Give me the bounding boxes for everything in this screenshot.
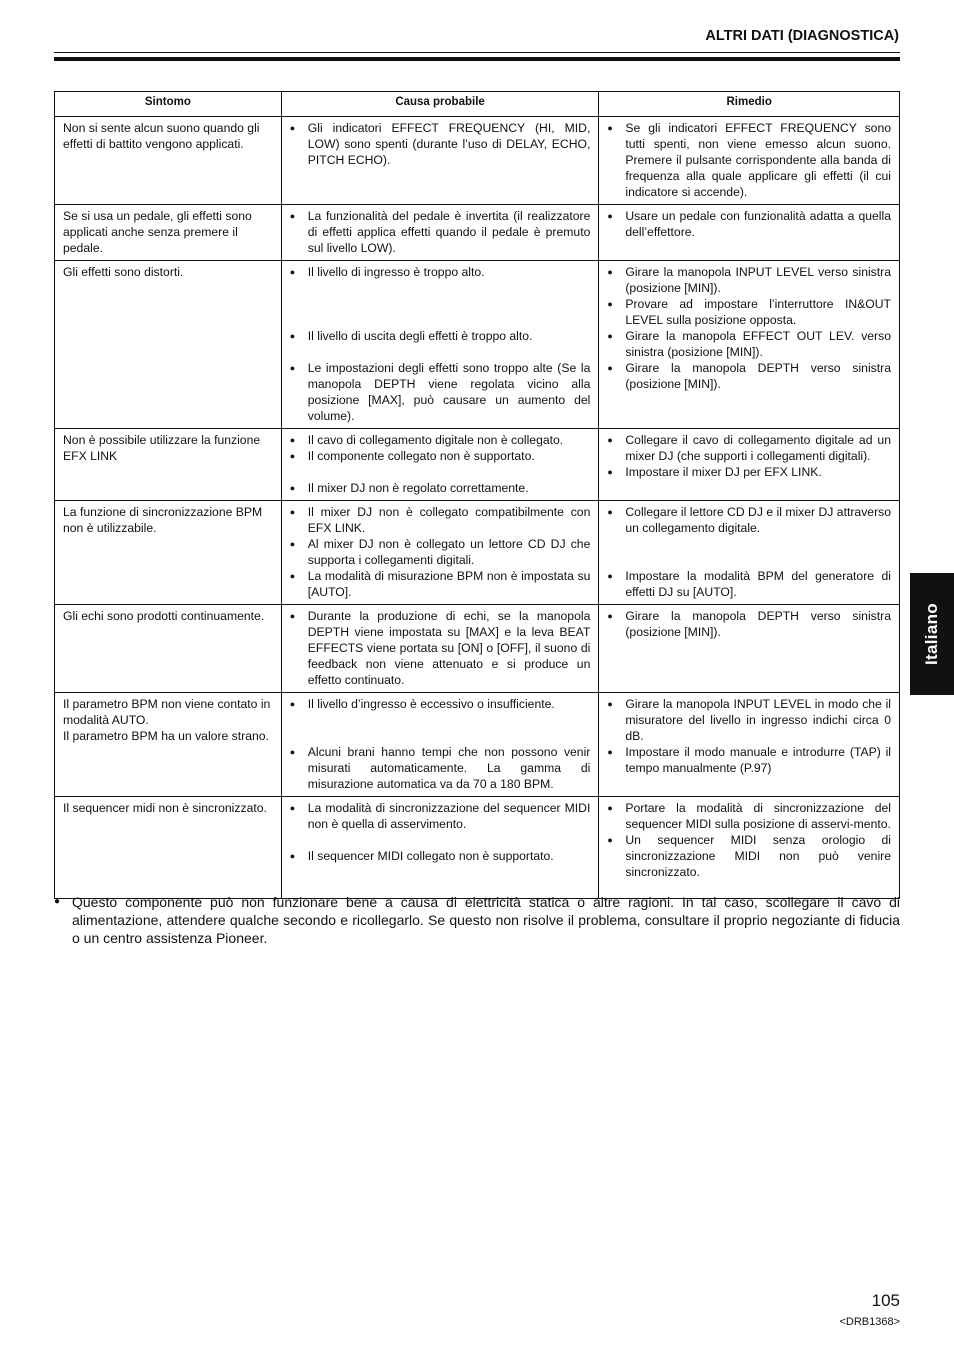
remedy-item: ● Portare la modalità di sincronizzazione del sequencer MIDI sulla posizione di asservi-mento. bbox=[607, 800, 891, 832]
remedy-item: ● Collegare il lettore CD DJ e il mixer DJ attraverso un collegamento digitale. bbox=[607, 504, 891, 536]
page-number: 105 bbox=[871, 1291, 900, 1310]
remedy-cell bbox=[599, 429, 900, 501]
cause-item: ● Gli indicatori EFFECT FREQUENCY (HI, MID, LOW) sono spenti (durante l’uso di DELAY, ECHO, PITCH ECHO). bbox=[290, 120, 591, 168]
remedy-item: ● Girare la manopola INPUT LEVEL verso sinistra (posizione [MIN]). bbox=[607, 264, 891, 296]
remedy-item: ● Provare ad impostare l’interruttore IN&OUT LEVEL sulla posizione opposta. bbox=[607, 296, 891, 328]
remedy-cell bbox=[599, 117, 900, 205]
cause-item: ● Il mixer DJ non è regolato correttamente. bbox=[290, 480, 591, 496]
cause-item: ● Il cavo di collegamento digitale non è collegato. bbox=[290, 432, 591, 448]
column-header-cause: Causa probabile bbox=[281, 92, 599, 117]
cause-item: ● La modalità di sincronizzazione del sequencer MIDI non è quella di asservimento. bbox=[290, 800, 591, 832]
cause-cell bbox=[281, 117, 599, 205]
remedy-item: ● Usare un pedale con funzionalità adatta a quella dell’effettore. bbox=[607, 208, 891, 240]
cause-item: ● Il livello di uscita degli effetti è troppo alto. bbox=[290, 328, 591, 344]
cause-cell bbox=[281, 205, 599, 261]
remedy-item: ● Girare la manopola DEPTH verso sinistra (posizione [MIN]). bbox=[607, 360, 891, 392]
cause-item: ● Il componente collegato non è supportato. bbox=[290, 448, 591, 464]
table-row bbox=[55, 501, 900, 605]
remedy-item: ● Impostare il modo manuale e introdurre (TAP) il tempo manualmente (P.97) bbox=[607, 744, 891, 776]
language-tab-label: Italiano bbox=[922, 603, 942, 665]
header-rule-thick bbox=[54, 57, 900, 61]
section-title: ALTRI DATI (DIAGNOSTICA) bbox=[705, 28, 899, 44]
cause-item: ● Il livello di ingresso è troppo alto. bbox=[290, 264, 591, 280]
cause-cell bbox=[281, 501, 599, 605]
symptom-cell: Non è possibile utilizzare la funzione EFX LINK bbox=[55, 429, 282, 501]
cause-item: ● Le impostazioni degli effetti sono troppo alte (Se la manopola DEPTH viene regolata vicino alla posizione [MAX], può causare un aumento del volume). bbox=[290, 360, 591, 424]
symptom-cell: Se si usa un pedale, gli effetti sono applicati anche senza premere il pedale. bbox=[55, 205, 282, 261]
header-rule-thin bbox=[54, 52, 900, 53]
table-row bbox=[55, 117, 900, 205]
symptom-cell: Gli echi sono prodotti continuamente. bbox=[55, 605, 282, 693]
remedy-cell bbox=[599, 797, 900, 899]
symptom-cell: Il sequencer midi non è sincronizzato. bbox=[55, 797, 282, 899]
table-header-row bbox=[55, 92, 900, 117]
cause-item: ● Il livello d’ingresso è eccessivo o insufficiente. bbox=[290, 696, 591, 712]
cause-item: ● Al mixer DJ non è collegato un lettore CD DJ che supporta i collegamenti digitali. bbox=[290, 536, 591, 568]
table-row bbox=[55, 797, 900, 899]
remedy-item: ● Un sequencer MIDI senza orologio di sincronizzazione MIDI non può venire sincronizzato. bbox=[607, 832, 891, 880]
cause-cell bbox=[281, 429, 599, 501]
remedy-item: ● Impostare la modalità BPM del generatore di effetti DJ su [AUTO]. bbox=[607, 568, 891, 600]
column-header-symptom: Sintomo bbox=[55, 92, 282, 117]
remedy-cell bbox=[599, 501, 900, 605]
bullet-icon: ● bbox=[54, 896, 61, 907]
cause-cell bbox=[281, 261, 599, 429]
remedy-item: ● Collegare il cavo di collegamento digitale ad un mixer DJ (che supporti i collegamenti digitali). bbox=[607, 432, 891, 464]
symptom-line: Il parametro BPM ha un valore strano. bbox=[63, 729, 269, 743]
remedy-cell bbox=[599, 693, 900, 797]
table-row bbox=[55, 429, 900, 501]
symptom-line: Il parametro BPM non viene contato in modalità AUTO. bbox=[63, 697, 271, 727]
remedy-item: ● Girare la manopola DEPTH verso sinistra (posizione [MIN]). bbox=[607, 608, 891, 640]
cause-item: ● Durante la produzione di echi, se la manopola DEPTH viene impostata su [MAX] e la leva BEAT EFFECTS viene portata su [ON] o [OFF], il suono di feedback non viene attenuato e si produce un effetto continuato. bbox=[290, 608, 591, 688]
table-row bbox=[55, 693, 900, 797]
cause-item: ● La modalità di misurazione BPM non è impostata su [AUTO]. bbox=[290, 568, 591, 600]
remedy-item: ● Impostare il mixer DJ per EFX LINK. bbox=[607, 464, 891, 480]
cause-item: ● Alcuni brani hanno tempi che non possono venir misurati automaticamente. La gamma di misurazione automatica va da 70 a 180 BPM. bbox=[290, 744, 591, 792]
language-tab bbox=[910, 573, 954, 695]
cause-cell bbox=[281, 797, 599, 899]
remedy-item: ● Girare la manopola INPUT LEVEL in modo che il misuratore del livello in ingresso indichi circa 0 dB. bbox=[607, 696, 891, 744]
remedy-cell bbox=[599, 605, 900, 693]
symptom-cell: La funzione di sincronizzazione BPM non è utilizzabile. bbox=[55, 501, 282, 605]
remedy-cell bbox=[599, 261, 900, 429]
document-code: <DRB1368> bbox=[839, 1316, 900, 1328]
cause-cell bbox=[281, 693, 599, 797]
cause-item: ● La funzionalità del pedale è invertita (il realizzatore di effetti applica effetti quando il pedale è premuto sul livello LOW). bbox=[290, 208, 591, 256]
cause-item: ● Il mixer DJ non è collegato compatibilmente con EFX LINK. bbox=[290, 504, 591, 536]
diagnostics-table bbox=[54, 91, 900, 899]
column-header-remedy: Rimedio bbox=[599, 92, 900, 117]
symptom-cell: Non si sente alcun suono quando gli effetti di battito vengono applicati. bbox=[55, 117, 282, 205]
static-electricity-note bbox=[54, 893, 900, 947]
note-text: Questo componente può non funzionare bene a causa di elettricità statica o altre ragioni. In tal caso, scollegare il cavo di alimentazione, attendere qualche secondo e ricollegarlo. Se questo non risolve il problema, consultare il proprio negoziante di fiducia o un centro assistenza Pioneer. bbox=[72, 894, 900, 946]
remedy-item: ● Girare la manopola EFFECT OUT LEV. verso sinistra (posizione [MIN]). bbox=[607, 328, 891, 360]
remedy-item: ● Se gli indicatori EFFECT FREQUENCY sono tutti spenti, non viene emesso alcun suono. Premere il pulsante corrispondente alla banda di frequenza alla quale applicare gli effetti (il cui indicatore si accende). bbox=[607, 120, 891, 200]
symptom-cell bbox=[55, 693, 282, 797]
cause-cell bbox=[281, 605, 599, 693]
table-row bbox=[55, 605, 900, 693]
cause-item: ● Il sequencer MIDI collegato non è supportato. bbox=[290, 848, 591, 864]
table-row bbox=[55, 205, 900, 261]
table-row bbox=[55, 261, 900, 429]
symptom-cell: Gli effetti sono distorti. bbox=[55, 261, 282, 429]
remedy-cell bbox=[599, 205, 900, 261]
